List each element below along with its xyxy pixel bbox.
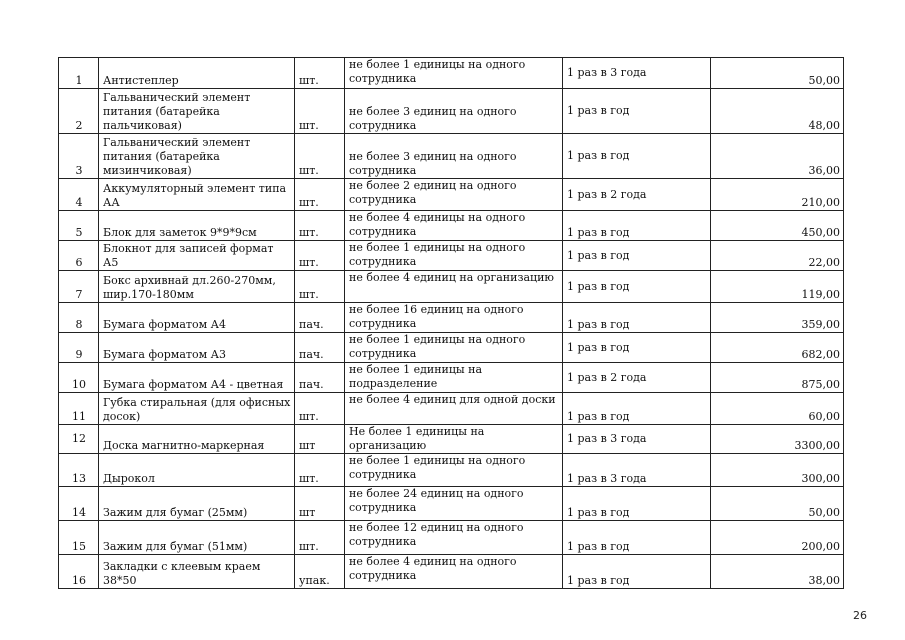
item-name: Бумага форматом А4 (99, 303, 295, 333)
table-row (59, 555, 844, 589)
item-price: 50,00 (711, 58, 844, 89)
item-name: Зажим для бумаг (51мм) (99, 521, 295, 555)
item-name: Гальванический элемент питания (батарейка мизинчиковая) (99, 134, 295, 179)
item-price: 50,00 (711, 487, 844, 521)
item-period: 1 раз в год (563, 393, 711, 425)
item-name: Гальванический элемент питания (батарейка пальчиковая) (99, 89, 295, 134)
item-name: Губка стиральная (для офисных досок) (99, 393, 295, 425)
item-period: 1 раз в год (563, 555, 711, 589)
item-unit: шт (295, 425, 345, 454)
item-unit: шт. (295, 179, 345, 211)
item-name: Блок для заметок 9*9*9см (99, 211, 295, 241)
item-unit: шт. (295, 454, 345, 487)
item-name: Антистеплер (99, 58, 295, 89)
table-row (59, 333, 844, 363)
row-number: 6 (59, 241, 99, 271)
item-unit: шт. (295, 393, 345, 425)
row-number: 7 (59, 271, 99, 303)
table-row (59, 487, 844, 521)
item-unit: пач. (295, 363, 345, 393)
item-name: Закладки с клеевым краем 38*50 (99, 555, 295, 589)
item-norm: не более 3 единиц на одного сотрудника (345, 134, 563, 179)
item-unit: шт (295, 487, 345, 521)
item-price: 119,00 (711, 271, 844, 303)
item-unit: шт. (295, 521, 345, 555)
item-norm: не более 4 единицы на одного сотрудника (345, 211, 563, 241)
table-row (59, 454, 844, 487)
item-price: 450,00 (711, 211, 844, 241)
table-row (59, 363, 844, 393)
item-name: Доска магнитно-маркерная (99, 425, 295, 454)
item-unit: шт. (295, 241, 345, 271)
row-number: 1 (59, 58, 99, 89)
item-norm: Не более 1 единицы на организацию (345, 425, 563, 454)
item-period: 1 раз в 3 года (563, 425, 711, 454)
item-unit: шт. (295, 89, 345, 134)
row-number: 3 (59, 134, 99, 179)
item-name: Дырокол (99, 454, 295, 487)
row-number: 16 (59, 555, 99, 589)
item-norm: не более 1 единицы на одного сотрудника (345, 241, 563, 271)
row-number: 15 (59, 521, 99, 555)
row-number: 11 (59, 393, 99, 425)
item-price: 210,00 (711, 179, 844, 211)
row-number: 13 (59, 454, 99, 487)
page-number: 26 (853, 609, 867, 622)
item-period: 1 раз в 2 года (563, 363, 711, 393)
item-price: 682,00 (711, 333, 844, 363)
item-name: Зажим для бумаг (25мм) (99, 487, 295, 521)
item-name: Аккумуляторный элемент типа АА (99, 179, 295, 211)
item-price: 38,00 (711, 555, 844, 589)
item-unit: шт. (295, 134, 345, 179)
item-period: 1 раз в год (563, 521, 711, 555)
row-number: 12 (59, 425, 99, 454)
item-unit: пач. (295, 333, 345, 363)
item-unit: пач. (295, 303, 345, 333)
item-price: 36,00 (711, 134, 844, 179)
item-price: 200,00 (711, 521, 844, 555)
item-unit: шт. (295, 58, 345, 89)
item-norm: не более 16 единиц на одного сотрудника (345, 303, 563, 333)
item-unit: шт. (295, 271, 345, 303)
item-norm: не более 12 единиц на одного сотрудника (345, 521, 563, 555)
item-period: 1 раз в год (563, 89, 711, 134)
item-name: Бокс архивнай дл.260-270мм, шир.170-180мм (99, 271, 295, 303)
supplies-table (58, 57, 844, 589)
table-row (59, 211, 844, 241)
item-norm: не более 3 единиц на одного сотрудника (345, 89, 563, 134)
item-period: 1 раз в год (563, 241, 711, 271)
table-row (59, 271, 844, 303)
table-row (59, 58, 844, 89)
item-period: 1 раз в год (563, 333, 711, 363)
table-row (59, 393, 844, 425)
item-norm: не более 1 единицы на одного сотрудника (345, 454, 563, 487)
table-row (59, 241, 844, 271)
item-price: 22,00 (711, 241, 844, 271)
item-period: 1 раз в год (563, 303, 711, 333)
item-norm: не более 1 единицы на подразделение (345, 363, 563, 393)
row-number: 4 (59, 179, 99, 211)
item-period: 1 раз в год (563, 487, 711, 521)
item-price: 3300,00 (711, 425, 844, 454)
item-norm: не более 1 единицы на одного сотрудника (345, 58, 563, 89)
row-number: 14 (59, 487, 99, 521)
item-unit: упак. (295, 555, 345, 589)
item-price: 875,00 (711, 363, 844, 393)
table-row (59, 179, 844, 211)
table-row (59, 89, 844, 134)
item-norm: не более 4 единиц для одной доски (345, 393, 563, 425)
row-number: 8 (59, 303, 99, 333)
item-period: 1 раз в год (563, 134, 711, 179)
row-number: 10 (59, 363, 99, 393)
item-norm: не более 1 единицы на одного сотрудника (345, 333, 563, 363)
item-name: Блокнот для записей формат А5 (99, 241, 295, 271)
table-row (59, 425, 844, 454)
table-row (59, 521, 844, 555)
table-row (59, 303, 844, 333)
item-price: 300,00 (711, 454, 844, 487)
table-row (59, 134, 844, 179)
item-period: 1 раз в 3 года (563, 58, 711, 89)
item-norm: не более 24 единиц на одного сотрудника (345, 487, 563, 521)
item-name: Бумага форматом А3 (99, 333, 295, 363)
item-norm: не более 2 единиц на одного сотрудника (345, 179, 563, 211)
item-price: 60,00 (711, 393, 844, 425)
item-unit: шт. (295, 211, 345, 241)
item-period: 1 раз в 2 года (563, 179, 711, 211)
item-norm: не более 4 единиц на одного сотрудника (345, 555, 563, 589)
item-price: 359,00 (711, 303, 844, 333)
row-number: 5 (59, 211, 99, 241)
item-period: 1 раз в год (563, 271, 711, 303)
item-period: 1 раз в год (563, 211, 711, 241)
item-price: 48,00 (711, 89, 844, 134)
item-name: Бумага форматом А4 - цветная (99, 363, 295, 393)
item-norm: не более 4 единиц на организацию (345, 271, 563, 303)
row-number: 9 (59, 333, 99, 363)
row-number: 2 (59, 89, 99, 134)
item-period: 1 раз в 3 года (563, 454, 711, 487)
